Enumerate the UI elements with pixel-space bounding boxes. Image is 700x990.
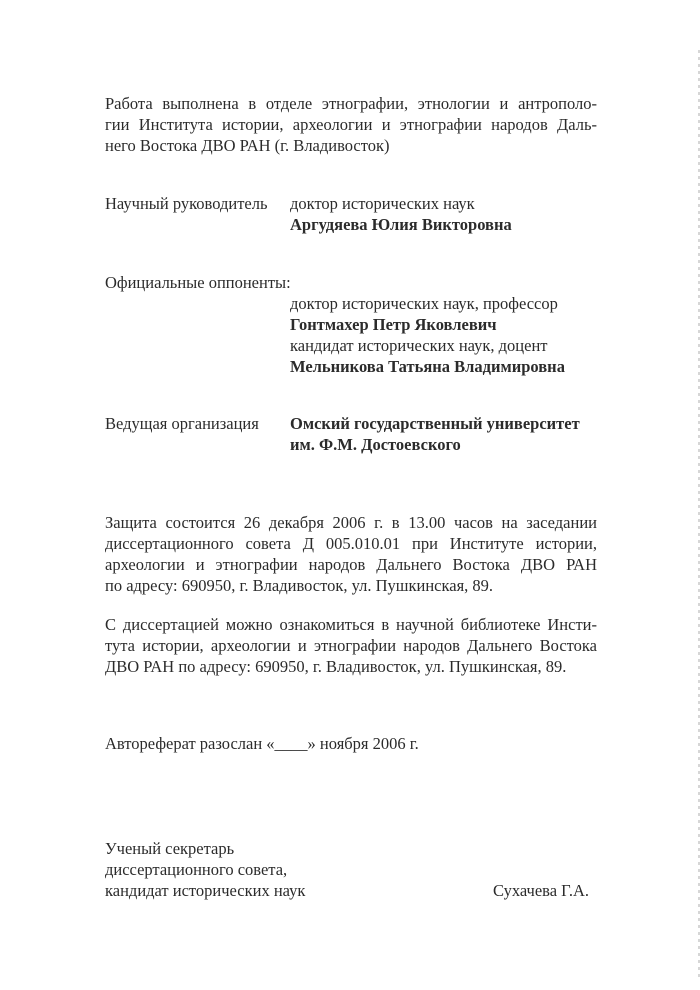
secretary-line: кандидат исторических наук [105,881,306,900]
supervisor-block [290,193,512,235]
supervisor-name: Аргудяева Юлия Викторовна [290,215,512,234]
leading-org-line: им. Ф.М. Достоевского [290,435,461,454]
library-line: С диссертацией можно ознакомиться в научной библиотеке Инсти- [105,615,597,634]
intro-line: него Востока ДВО РАН (г. Владивосток) [105,136,390,155]
intro-line: гии Института истории, археологии и этнографии народов Даль- [105,115,597,134]
leading-org-name [290,413,580,455]
intro-line: Работа выполнена в отделе этнографии, этнологии и антрополо- [105,94,597,113]
leading-org-line: Омский государственный университет [290,414,580,433]
supervisor-degree: доктор исторических наук [290,194,475,213]
defense-paragraph [105,512,597,596]
library-line: ДВО РАН по адресу: 690950, г. Владивосток, ул. Пушкинская, 89. [105,657,567,676]
opponent-degree: доктор исторических наук, профессор [290,294,558,313]
secretary-block [105,838,305,901]
library-paragraph [105,614,597,677]
opponent-name: Мельникова Татьяна Владимировна [290,357,565,376]
defense-line: Защита состоится 26 декабря 2006 г. в 13.00 часов на заседании [105,513,597,532]
secretary-name: Сухачева Г.А. [493,881,590,900]
supervisor-label: Научный руководитель [105,194,268,213]
library-line: тута истории, археологии и этнографии народов Дальнего Востока [105,636,597,655]
defense-line: диссертационного совета Д 005.010.01 при Институте истории, [105,534,597,553]
defense-line: по адресу: 690950, г. Владивосток, ул. Пушкинская, 89. [105,576,494,595]
defense-line: археологии и этнографии народов Дальнего Востока ДВО РАН [105,555,597,574]
opponents-label: Официальные оппоненты: [105,273,291,292]
secretary-line: Ученый секретарь [105,839,235,858]
leading-org-label: Ведущая организация [105,414,259,433]
mailing-date: Автореферат разослан «____» ноября 2006 г. [105,734,419,753]
opponent-degree: кандидат исторических наук, доцент [290,336,548,355]
opponents-list [290,293,565,377]
intro-paragraph [105,93,597,156]
opponent-name: Гонтмахер Петр Яковлевич [290,315,497,334]
secretary-line: диссертационного совета, [105,860,288,879]
